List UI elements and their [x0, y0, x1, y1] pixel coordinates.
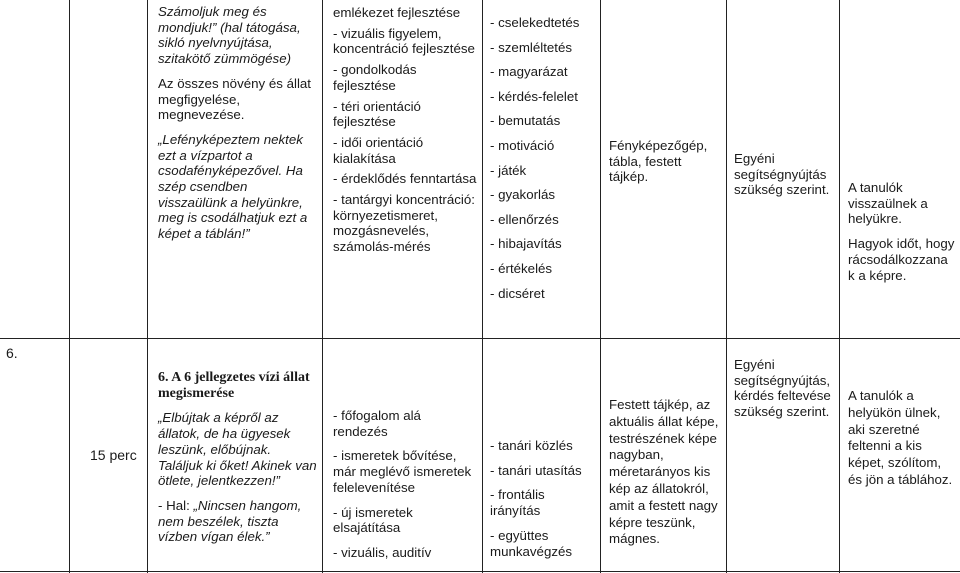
- method-item: - frontális irányítás: [490, 487, 545, 519]
- goal-item: - téri orientáció fejlesztése: [333, 98, 421, 130]
- goal-item: - idői orientáció kialakítása: [333, 134, 424, 166]
- note-item: Hagyok időt, hogy rácsodálkozzana k a képre.: [848, 236, 955, 283]
- notes-cell: A tanulók a helyükön ülnek, aki szeretné feltenni a kis képet, szólítom, és jön a táblához.: [848, 388, 953, 487]
- riddle-text: „Nincsen hangom, nem beszélek, tiszta vízben vígan élek.”: [158, 497, 302, 545]
- activity-observation: Az összes növény és állat megfigyelése, megnevezése.: [158, 75, 311, 123]
- goal-item: - gondolkodás fejlesztése: [333, 62, 417, 93]
- method-item: - tanári utasítás: [490, 462, 582, 478]
- differentiation-cell: Egyéni segítségnyújtás szükség szerint.: [734, 151, 830, 198]
- activity-cell: [158, 370, 318, 554]
- method-item: - ellenőrzés: [490, 211, 559, 227]
- method-item: - hibajavítás: [490, 236, 562, 252]
- goal-item: emlékezet fejlesztése: [333, 5, 461, 20]
- activity-quote: „Elbújtak a képről az állatok, de ha ügyesek leszünk, előbújnak. Találjuk ki őket! Akinek van ötlete, jelentkezzen!”: [158, 410, 317, 489]
- goal-item: - érdeklődés fenntartása: [333, 171, 477, 187]
- goal-item: - vizuális, auditív: [333, 544, 432, 560]
- methods-cell: [490, 11, 598, 306]
- goal-item: - ismeretek bővítése, már meglévő ismeretek felelevenítése: [333, 448, 472, 495]
- riddle-label: - Hal:: [158, 497, 194, 513]
- duration: 15 perc: [90, 447, 137, 463]
- activity-quote: „Lefényképeztem nektek ezt a vízpartot a csodafényképezővel. Ha szép csendben visszaülünk a helyünkre, meg is csodálhatjuk ezt a képet a táblán!”: [158, 131, 308, 242]
- goal-item: - vizuális figyelem, koncentráció fejlesztése: [333, 25, 475, 57]
- methods-cell: [490, 438, 598, 568]
- activity-title: 6. A 6 jellegzetes vízi állat megismerése: [158, 370, 310, 401]
- column-divider: [839, 0, 840, 573]
- method-item: - szemléltetés: [490, 39, 573, 55]
- method-item: - motiváció: [490, 137, 555, 153]
- method-item: - kérdés-felelet: [490, 88, 578, 104]
- row-number: 6.: [6, 345, 18, 361]
- notes-cell: [848, 180, 956, 292]
- method-item: - tanári közlés: [490, 438, 573, 453]
- method-item: - gyakorlás: [490, 187, 556, 203]
- column-divider: [600, 0, 601, 573]
- method-item: - dicséret: [490, 285, 545, 301]
- tools-cell: Fényképezőgép, tábla, festett tájkép.: [609, 138, 708, 185]
- goal-item: - főfogalom alá rendezés: [333, 408, 421, 439]
- activity-intro: Számoljuk meg és mondjuk!” (hal tátogása, sikló nyelvnyújtása, szitakötő zümmögése): [158, 4, 301, 67]
- column-divider: [726, 0, 727, 573]
- differentiation-cell: Egyéni segítségnyújtás, kérdés feltevése szükség szerint.: [734, 357, 831, 420]
- column-divider: [147, 0, 148, 573]
- riddle-fish: [158, 498, 318, 545]
- method-item: - játék: [490, 162, 527, 178]
- goals-cell: [333, 5, 479, 260]
- goals-cell: [333, 408, 479, 570]
- method-item: - magyarázat: [490, 64, 568, 80]
- method-item: - bemutatás: [490, 113, 561, 129]
- column-divider: [69, 0, 70, 573]
- activity-cell: [158, 4, 316, 251]
- column-divider: [322, 0, 323, 573]
- column-divider: [482, 0, 483, 573]
- method-item: - együttes munkavégzés: [490, 527, 573, 559]
- goal-item: - tantárgyi koncentráció: környezetismeret, mozgásnevelés, számolás-mérés: [333, 192, 475, 255]
- row-divider: [0, 571, 960, 572]
- goal-item: - új ismeretek elsajátítása: [333, 504, 413, 536]
- tools-cell: Festett tájkép, az aktuális állat képe, testrészének képe nagyban, méretarányos kis kép az állatokról, amit a festett nagy képre teszünk, mágnes.: [609, 397, 719, 547]
- note-item: A tanulók visszaülnek a helyükre.: [848, 180, 928, 227]
- method-item: - cselekedtetés: [490, 15, 580, 30]
- method-item: - értékelés: [490, 260, 553, 276]
- row-divider: [0, 338, 960, 339]
